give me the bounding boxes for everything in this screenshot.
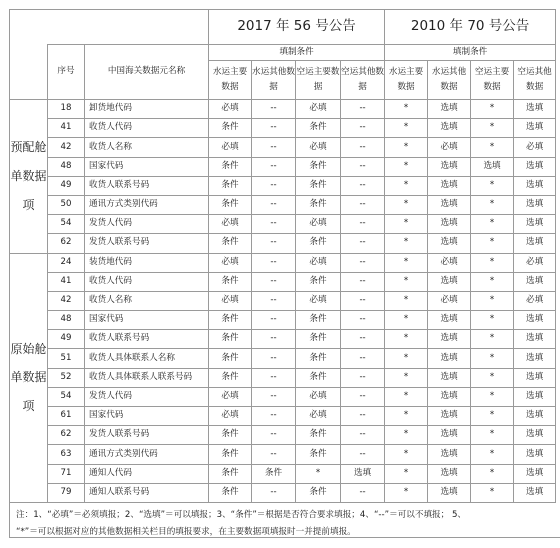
condition-cell: 条件 <box>296 483 341 502</box>
seq-cell: 42 <box>48 291 85 310</box>
condition-cell: * <box>471 195 514 214</box>
seq-cell: 79 <box>48 483 85 502</box>
table-row <box>10 176 556 195</box>
header-sub-col: 空运主要数据 <box>296 61 341 100</box>
condition-cell: * <box>385 368 428 387</box>
condition-cell: -- <box>341 138 385 157</box>
condition-cell: 条件 <box>296 272 341 291</box>
name-cell: 通知人代码 <box>85 464 209 483</box>
condition-cell: 条件 <box>296 157 341 176</box>
condition-cell: -- <box>341 368 385 387</box>
name-cell: 收货人代码 <box>85 272 209 291</box>
condition-cell: -- <box>252 426 296 445</box>
condition-cell: 选填 <box>428 311 471 330</box>
table-row <box>10 464 556 483</box>
condition-cell: * <box>471 253 514 272</box>
condition-cell: 选填 <box>514 272 556 291</box>
condition-cell: 条件 <box>296 234 341 253</box>
condition-cell: 必填 <box>428 138 471 157</box>
condition-cell: * <box>385 195 428 214</box>
condition-cell: -- <box>252 311 296 330</box>
condition-cell: * <box>385 119 428 138</box>
table-row <box>10 157 556 176</box>
condition-cell: 选填 <box>514 215 556 234</box>
table-row <box>10 330 556 349</box>
condition-cell: 条件 <box>296 426 341 445</box>
condition-cell: -- <box>252 253 296 272</box>
header-fill-condition-2010: 填制条件 <box>385 45 556 61</box>
condition-cell: -- <box>252 100 296 119</box>
condition-cell: * <box>385 349 428 368</box>
seq-cell: 52 <box>48 368 85 387</box>
condition-cell: 选填 <box>514 464 556 483</box>
condition-cell: * <box>471 272 514 291</box>
condition-cell: 选填 <box>428 272 471 291</box>
condition-cell: 选填 <box>514 176 556 195</box>
condition-cell: 必填 <box>209 138 252 157</box>
condition-cell: -- <box>341 426 385 445</box>
condition-cell: 必填 <box>514 138 556 157</box>
header-sub-col: 空运主要数据 <box>471 61 514 100</box>
condition-cell: 条件 <box>209 483 252 502</box>
name-cell: 收货人名称 <box>85 138 209 157</box>
seq-cell: 49 <box>48 176 85 195</box>
condition-cell: 选填 <box>514 311 556 330</box>
condition-cell: * <box>471 330 514 349</box>
condition-cell: 选填 <box>514 368 556 387</box>
condition-cell: 必填 <box>209 387 252 406</box>
condition-cell: 选填 <box>514 426 556 445</box>
condition-cell: 条件 <box>296 445 341 464</box>
condition-cell: -- <box>341 272 385 291</box>
header-sub-col: 空运其他数据 <box>341 61 385 100</box>
condition-cell: * <box>385 426 428 445</box>
condition-cell: * <box>385 291 428 310</box>
condition-cell: * <box>471 119 514 138</box>
condition-cell: 选填 <box>514 349 556 368</box>
seq-cell: 71 <box>48 464 85 483</box>
condition-cell: -- <box>341 445 385 464</box>
condition-cell: * <box>385 464 428 483</box>
condition-cell: 选填 <box>514 234 556 253</box>
condition-cell: -- <box>252 368 296 387</box>
condition-cell: * <box>471 311 514 330</box>
condition-cell: -- <box>252 234 296 253</box>
condition-cell: * <box>471 176 514 195</box>
condition-cell: 条件 <box>209 195 252 214</box>
name-cell: 发货人代码 <box>85 387 209 406</box>
table-row <box>10 426 556 445</box>
condition-cell: 必填 <box>209 253 252 272</box>
condition-cell: * <box>471 368 514 387</box>
condition-cell: 选填 <box>428 100 471 119</box>
condition-cell: * <box>385 176 428 195</box>
name-cell: 发货人联系号码 <box>85 234 209 253</box>
condition-cell: * <box>385 253 428 272</box>
condition-cell: -- <box>252 119 296 138</box>
seq-cell: 61 <box>48 407 85 426</box>
condition-cell: 选填 <box>428 407 471 426</box>
condition-cell: * <box>471 234 514 253</box>
table-row <box>10 138 556 157</box>
condition-cell: -- <box>341 311 385 330</box>
condition-cell: -- <box>341 157 385 176</box>
seq-cell: 50 <box>48 195 85 214</box>
footnote-line-1: 注：1、“必填”＝必须填报；2、“选填”＝可以填报；3、“条件”＝根据是否符合要求填报；4、“--”＝可以不填报； 5、 <box>16 509 467 520</box>
header-blank <box>10 10 209 45</box>
condition-cell: 选填 <box>514 483 556 502</box>
name-cell: 收货人联系号码 <box>85 330 209 349</box>
condition-cell: * <box>385 234 428 253</box>
condition-cell: -- <box>252 157 296 176</box>
condition-cell: * <box>385 407 428 426</box>
condition-cell: -- <box>252 407 296 426</box>
condition-cell: 必填 <box>428 291 471 310</box>
condition-cell: 条件 <box>296 330 341 349</box>
condition-cell: 必填 <box>296 291 341 310</box>
seq-cell: 24 <box>48 253 85 272</box>
data-table <box>9 9 556 503</box>
condition-cell: 必填 <box>296 100 341 119</box>
condition-cell: 条件 <box>209 157 252 176</box>
condition-cell: 条件 <box>296 119 341 138</box>
condition-cell: 选填 <box>514 195 556 214</box>
seq-cell: 54 <box>48 215 85 234</box>
name-cell: 国家代码 <box>85 407 209 426</box>
condition-cell: 条件 <box>209 119 252 138</box>
condition-cell: -- <box>252 215 296 234</box>
seq-cell: 49 <box>48 330 85 349</box>
condition-cell: * <box>385 330 428 349</box>
condition-cell: 选填 <box>514 445 556 464</box>
condition-cell: 必填 <box>514 291 556 310</box>
condition-cell: -- <box>252 291 296 310</box>
condition-cell: -- <box>252 445 296 464</box>
condition-cell: -- <box>341 387 385 406</box>
condition-cell: * <box>471 349 514 368</box>
table-row <box>10 407 556 426</box>
footnote <box>9 503 560 538</box>
table-row <box>10 445 556 464</box>
condition-cell: * <box>385 157 428 176</box>
condition-cell: 选填 <box>428 445 471 464</box>
condition-cell: 必填 <box>209 291 252 310</box>
header-corner <box>10 45 48 100</box>
name-cell: 收货人具体联系人名称 <box>85 349 209 368</box>
condition-cell: 选填 <box>428 330 471 349</box>
condition-cell: * <box>471 215 514 234</box>
seq-cell: 42 <box>48 138 85 157</box>
seq-cell: 62 <box>48 426 85 445</box>
condition-cell: * <box>296 464 341 483</box>
table-row <box>10 272 556 291</box>
header-row-publications <box>10 10 556 45</box>
condition-cell: -- <box>252 176 296 195</box>
header-sub-col: 空运其他数据 <box>514 61 556 100</box>
condition-cell: 必填 <box>209 100 252 119</box>
condition-cell: 选填 <box>428 215 471 234</box>
condition-cell: 选填 <box>428 157 471 176</box>
name-cell: 通讯方式类别代码 <box>85 195 209 214</box>
condition-cell: * <box>385 445 428 464</box>
condition-cell: -- <box>341 407 385 426</box>
condition-cell: * <box>471 387 514 406</box>
condition-cell: 选填 <box>514 330 556 349</box>
table-row <box>10 387 556 406</box>
condition-cell: 条件 <box>252 464 296 483</box>
condition-cell: -- <box>341 330 385 349</box>
condition-cell: 选填 <box>428 234 471 253</box>
condition-cell: * <box>385 100 428 119</box>
condition-cell: * <box>471 445 514 464</box>
condition-cell: -- <box>252 195 296 214</box>
seq-cell: 63 <box>48 445 85 464</box>
condition-cell: 必填 <box>296 215 341 234</box>
condition-cell: 选填 <box>514 407 556 426</box>
condition-cell: 选填 <box>514 387 556 406</box>
condition-cell: 条件 <box>209 234 252 253</box>
condition-cell: 条件 <box>296 368 341 387</box>
condition-cell: -- <box>341 215 385 234</box>
condition-cell: 条件 <box>209 349 252 368</box>
condition-cell: 条件 <box>209 272 252 291</box>
condition-cell: -- <box>341 100 385 119</box>
table-row <box>10 368 556 387</box>
condition-cell: * <box>471 291 514 310</box>
condition-cell: * <box>471 464 514 483</box>
table-body <box>10 10 556 503</box>
table-row <box>10 483 556 502</box>
name-cell: 收货人代码 <box>85 119 209 138</box>
condition-cell: * <box>385 311 428 330</box>
condition-cell: * <box>471 407 514 426</box>
condition-cell: 条件 <box>209 426 252 445</box>
condition-cell: 必填 <box>296 407 341 426</box>
condition-cell: -- <box>252 483 296 502</box>
condition-cell: 条件 <box>296 176 341 195</box>
seq-cell: 18 <box>48 100 85 119</box>
condition-cell: * <box>385 387 428 406</box>
name-cell: 卸货地代码 <box>85 100 209 119</box>
condition-cell: 必填 <box>428 253 471 272</box>
condition-cell: -- <box>341 349 385 368</box>
seq-cell: 41 <box>48 119 85 138</box>
condition-cell: 条件 <box>209 445 252 464</box>
name-cell: 通知人联系号码 <box>85 483 209 502</box>
name-cell: 国家代码 <box>85 157 209 176</box>
condition-cell: 选填 <box>514 157 556 176</box>
condition-cell: * <box>385 138 428 157</box>
condition-cell: -- <box>252 330 296 349</box>
name-cell: 通讯方式类别代码 <box>85 445 209 464</box>
condition-cell: * <box>471 426 514 445</box>
condition-cell: 必填 <box>296 253 341 272</box>
group-label: 原始舱单数据项 <box>10 253 48 502</box>
condition-cell: 选填 <box>471 157 514 176</box>
name-cell: 装货地代码 <box>85 253 209 272</box>
condition-cell: 选填 <box>428 426 471 445</box>
header-pub-2010: 2010 年 70 号公告 <box>385 10 556 45</box>
condition-cell: 选填 <box>514 119 556 138</box>
seq-cell: 51 <box>48 349 85 368</box>
table-row <box>10 253 556 272</box>
condition-cell: * <box>471 138 514 157</box>
name-cell: 发货人联系号码 <box>85 426 209 445</box>
table-row <box>10 234 556 253</box>
table-row <box>10 291 556 310</box>
header-sub-col: 水运主要数据 <box>209 61 252 100</box>
condition-cell: 条件 <box>296 195 341 214</box>
condition-cell: 条件 <box>209 176 252 195</box>
condition-cell: 条件 <box>209 330 252 349</box>
seq-cell: 41 <box>48 272 85 291</box>
seq-cell: 48 <box>48 157 85 176</box>
header-fill-condition-2017: 填制条件 <box>209 45 385 61</box>
header-sub-col: 水运其他数据 <box>252 61 296 100</box>
condition-cell: -- <box>252 387 296 406</box>
condition-cell: -- <box>341 176 385 195</box>
condition-cell: 条件 <box>209 368 252 387</box>
seq-cell: 54 <box>48 387 85 406</box>
condition-cell: * <box>385 483 428 502</box>
manifest-comparison <box>9 9 555 538</box>
condition-cell: 选填 <box>514 100 556 119</box>
condition-cell: 条件 <box>296 311 341 330</box>
condition-cell: 选填 <box>428 349 471 368</box>
table-row <box>10 311 556 330</box>
seq-cell: 62 <box>48 234 85 253</box>
footnote-line-2: “*”＝可以根据对应的其他数据相关栏目的填报要求，在主要数据项填报时一并提前填报。 <box>16 526 356 537</box>
name-cell: 收货人名称 <box>85 291 209 310</box>
condition-cell: 必填 <box>209 407 252 426</box>
table-row <box>10 119 556 138</box>
condition-cell: 选填 <box>428 368 471 387</box>
seq-cell: 48 <box>48 311 85 330</box>
condition-cell: 选填 <box>428 464 471 483</box>
condition-cell: 条件 <box>296 349 341 368</box>
name-cell: 收货人联系号码 <box>85 176 209 195</box>
table-row <box>10 349 556 368</box>
condition-cell: -- <box>252 272 296 291</box>
name-cell: 发货人代码 <box>85 215 209 234</box>
table-row <box>10 100 556 119</box>
header-sub-col: 水运其他数据 <box>428 61 471 100</box>
group-label: 预配舱单数据项 <box>10 100 48 254</box>
condition-cell: 选填 <box>428 176 471 195</box>
condition-cell: -- <box>341 291 385 310</box>
header-name: 中国海关数据元名称 <box>85 45 209 100</box>
condition-cell: * <box>471 483 514 502</box>
table-row <box>10 215 556 234</box>
condition-cell: * <box>471 100 514 119</box>
condition-cell: -- <box>341 483 385 502</box>
condition-cell: -- <box>341 195 385 214</box>
condition-cell: 条件 <box>209 311 252 330</box>
condition-cell: 必填 <box>296 387 341 406</box>
condition-cell: 必填 <box>296 138 341 157</box>
condition-cell: 选填 <box>428 483 471 502</box>
condition-cell: -- <box>341 253 385 272</box>
header-pub-2017: 2017 年 56 号公告 <box>209 10 385 45</box>
name-cell: 收货人具体联系人联系号码 <box>85 368 209 387</box>
condition-cell: * <box>385 272 428 291</box>
header-row-conditions <box>10 45 556 61</box>
condition-cell: * <box>385 215 428 234</box>
condition-cell: -- <box>341 119 385 138</box>
condition-cell: -- <box>252 349 296 368</box>
header-seq: 序号 <box>48 45 85 100</box>
condition-cell: 选填 <box>428 195 471 214</box>
condition-cell: 选填 <box>341 464 385 483</box>
header-sub-col: 水运主要数据 <box>385 61 428 100</box>
condition-cell: -- <box>341 234 385 253</box>
condition-cell: 条件 <box>209 464 252 483</box>
condition-cell: -- <box>252 138 296 157</box>
table-row <box>10 195 556 214</box>
condition-cell: 选填 <box>428 387 471 406</box>
condition-cell: 选填 <box>428 119 471 138</box>
condition-cell: 必填 <box>514 253 556 272</box>
condition-cell: 必填 <box>209 215 252 234</box>
name-cell: 国家代码 <box>85 311 209 330</box>
